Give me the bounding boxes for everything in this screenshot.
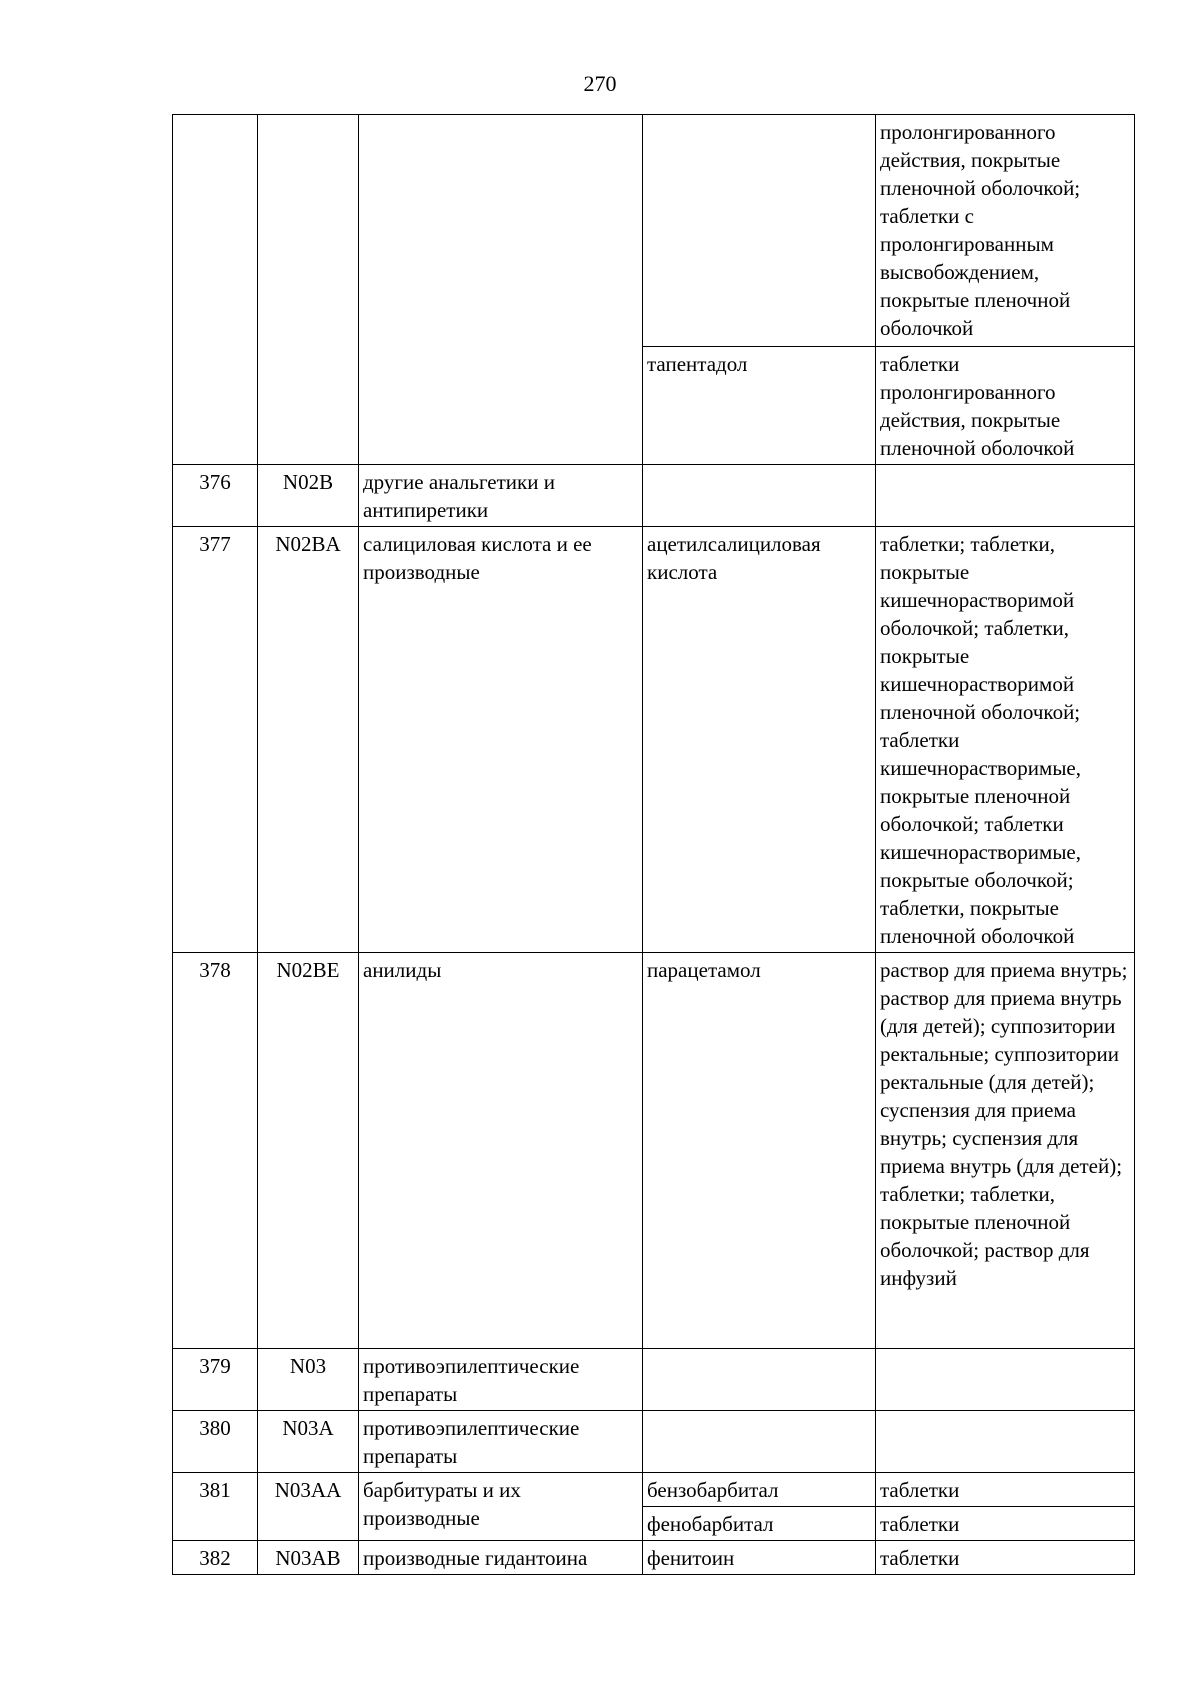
dosage-form-cell: таблетки bbox=[876, 1473, 1135, 1507]
table-row bbox=[173, 465, 1135, 527]
drug-name-cell bbox=[643, 115, 876, 347]
row-number-cell bbox=[173, 115, 258, 465]
dosage-form-cell: таблетки bbox=[876, 1507, 1135, 1541]
group-name-cell: салициловая кислота и ее производные bbox=[359, 527, 643, 953]
atc-code-cell: N02B bbox=[258, 465, 359, 527]
group-name-cell: барбитураты и их производные bbox=[359, 1473, 643, 1541]
row-number-cell: 377 bbox=[173, 527, 258, 953]
drug-name-cell: ацетилсалициловая кислота bbox=[643, 527, 876, 953]
table-row bbox=[173, 1349, 1135, 1411]
dosage-form-cell bbox=[876, 1349, 1135, 1411]
group-name-cell: противоэпилептические препараты bbox=[359, 1349, 643, 1411]
group-name-cell: другие анальгетики и антипиретики bbox=[359, 465, 643, 527]
drug-name-cell: фенитоин bbox=[643, 1541, 876, 1575]
atc-code-cell: N02BE bbox=[258, 953, 359, 1349]
row-number-cell: 379 bbox=[173, 1349, 258, 1411]
row-number-cell: 376 bbox=[173, 465, 258, 527]
dosage-form-cell bbox=[876, 1411, 1135, 1473]
dosage-form-cell: раствор для приема внутрь; раствор для приема внутрь (для детей); суппозитории ректальные; суппозитории ректальные (для детей); суспензия для приема внутрь; суспензия для приема внутрь (для детей); таблетки; таблетки, покрытые пленочной оболочкой; раствор для инфузий bbox=[876, 953, 1135, 1349]
dosage-form-cell: таблетки пролонгированного действия, покрытые пленочной оболочкой bbox=[876, 347, 1135, 465]
drug-name-cell bbox=[643, 1411, 876, 1473]
atc-code-cell bbox=[258, 115, 359, 465]
drug-name-cell bbox=[643, 465, 876, 527]
drug-name-cell: тапентадол bbox=[643, 347, 876, 465]
dosage-form-cell bbox=[876, 465, 1135, 527]
table-row bbox=[173, 1473, 1135, 1507]
page-number: 270 bbox=[583, 71, 617, 96]
group-name-cell: противоэпилептические препараты bbox=[359, 1411, 643, 1473]
dosage-form-cell: таблетки bbox=[876, 1541, 1135, 1575]
dosage-form-cell: пролонгированного действия, покрытые пленочной оболочкой; таблетки с пролонгированным высвобождением, покрытые пленочной оболочкой bbox=[876, 115, 1135, 347]
atc-code-cell: N02BA bbox=[258, 527, 359, 953]
atc-code-cell: N03 bbox=[258, 1349, 359, 1411]
table-row bbox=[173, 1411, 1135, 1473]
drug-name-cell: парацетамол bbox=[643, 953, 876, 1349]
atc-code-cell: N03A bbox=[258, 1411, 359, 1473]
atc-code-cell: N03AB bbox=[258, 1541, 359, 1575]
row-number-cell: 382 bbox=[173, 1541, 258, 1575]
group-name-cell: производные гидантоина bbox=[359, 1541, 643, 1575]
table-row bbox=[173, 953, 1135, 1349]
table-row bbox=[173, 527, 1135, 953]
row-number-cell: 378 bbox=[173, 953, 258, 1349]
group-name-cell bbox=[359, 115, 643, 465]
drug-name-cell bbox=[643, 1349, 876, 1411]
drug-list-table bbox=[172, 114, 1135, 1575]
dosage-form-cell: таблетки; таблетки, покрытые кишечнорастворимой оболочкой; таблетки, покрытые кишечнорастворимой пленочной оболочкой; таблетки кишечнорастворимые, покрытые пленочной оболочкой; таблетки кишечнорастворимые, покрытые оболочкой; таблетки, покрытые пленочной оболочкой bbox=[876, 527, 1135, 953]
table-row bbox=[173, 1541, 1135, 1575]
table-row bbox=[173, 115, 1135, 347]
row-number-cell: 380 bbox=[173, 1411, 258, 1473]
group-name-cell: анилиды bbox=[359, 953, 643, 1349]
drug-name-cell: бензобарбитал bbox=[643, 1473, 876, 1507]
drug-name-cell: фенобарбитал bbox=[643, 1507, 876, 1541]
row-number-cell: 381 bbox=[173, 1473, 258, 1541]
atc-code-cell: N03AA bbox=[258, 1473, 359, 1541]
